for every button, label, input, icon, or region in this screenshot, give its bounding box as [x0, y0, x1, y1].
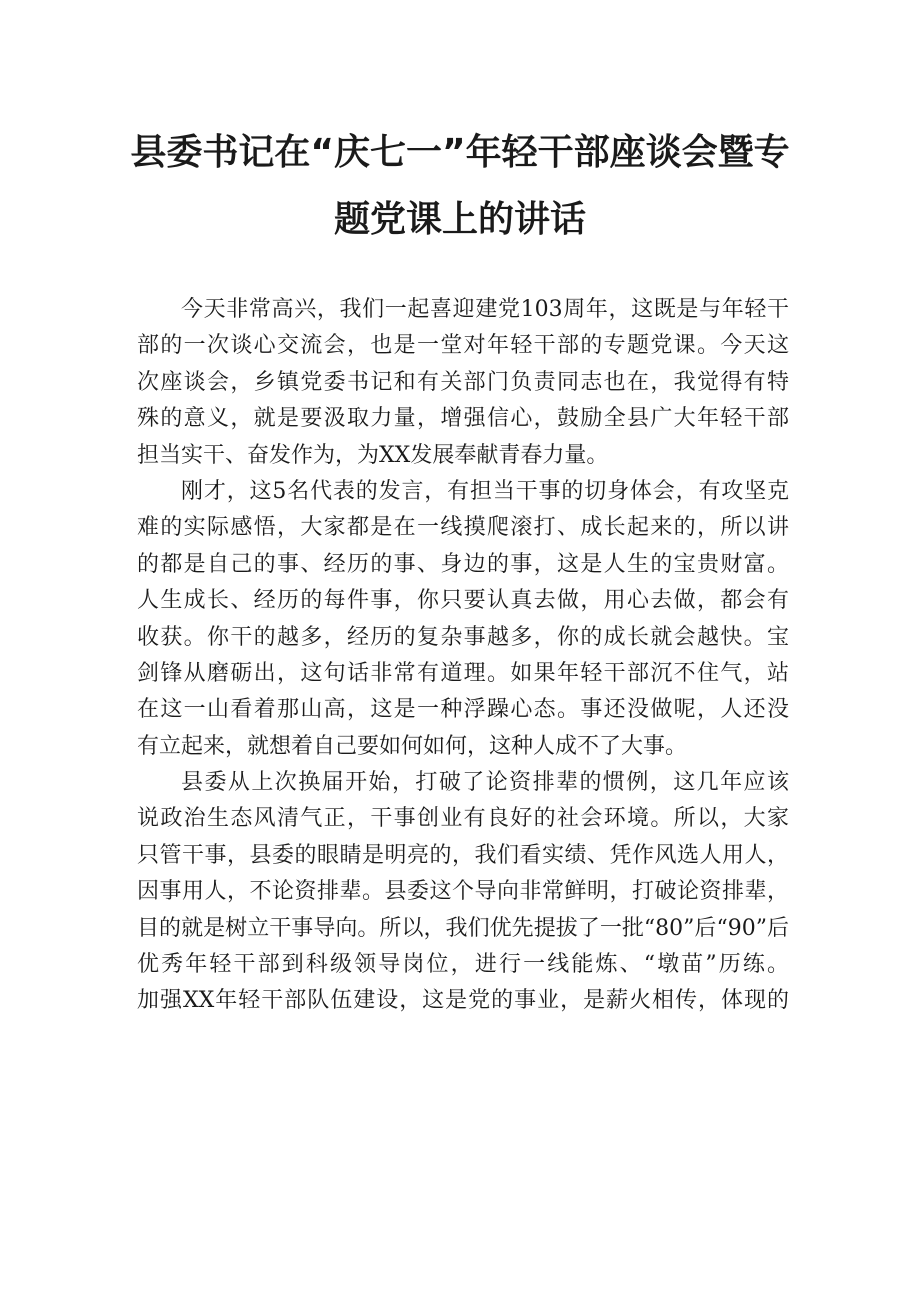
body-line: 只管干事，县委的眼睛是明亮的，我们看实绩、凭作风选人用人， [137, 842, 789, 868]
body-line: 刚才，这5名代表的发言，有担当干事的切身体会，有攻坚克 [181, 478, 789, 504]
document-body [137, 292, 789, 1020]
body-line: 今天非常高兴，我们一起喜迎建党103周年，这既是与年轻干 [181, 297, 789, 322]
body-line: 次座谈会，乡镇党委书记和有关部门负责同志也在，我觉得有特 [137, 369, 789, 395]
document-title-line-1: 县委书记在“庆七一”年轻干部座谈会暨专 [130, 132, 790, 173]
body-line: 在这一山看着那山高，这是一种浮躁心态。事还没做呢，人还没 [137, 697, 789, 723]
body-line: 说政治生态风清气正，干事创业有良好的社会环境。所以，大家 [137, 806, 789, 832]
body-line: 难的实际感悟，大家都是在一线摸爬滚打、成长起来的，所以讲 [137, 515, 789, 541]
body-line: 人生成长、经历的每件事，你只要认真去做，用心去做，都会有 [137, 588, 789, 614]
body-line: 收获。你干的越多，经历的复杂事越多，你的成长就会越快。宝 [137, 624, 789, 650]
body-line: 因事用人，不论资排辈。县委这个导向非常鲜明，打破论资排辈， [137, 879, 789, 905]
body-line: 优秀年轻干部到科级领导岗位，进行一线能炼、“墩苗”历练。 [137, 952, 789, 978]
body-line: 部的一次谈心交流会，也是一堂对年轻干部的专题党课。今天这 [137, 333, 789, 359]
body-line: 担当实干、奋发作为，为XX发展奉献青春力量。 [137, 442, 609, 468]
document-title-line-2: 题党课上的讲话 [333, 199, 586, 240]
body-line: 目的就是树立干事导向。所以，我们优先提拔了一批“80”后“90”后 [137, 915, 789, 941]
body-line: 剑锋从磨砺出，这句话非常有道理。如果年轻干部沉不住气，站 [137, 660, 789, 686]
body-line: 的都是自己的事、经历的事、身边的事，这是人生的宝贵财富。 [137, 551, 789, 577]
body-line: 有立起来，就想着自己要如何如何，这种人成不了大事。 [137, 733, 688, 759]
body-line: 殊的意义，就是要汲取力量，增强信心，鼓励全县广大年轻干部 [137, 406, 789, 432]
body-line: 县委从上次换届开始，打破了论资排辈的惯例，这几年应该 [181, 770, 789, 796]
body-line: 加强XX年轻干部队伍建设，这是党的事业，是薪火相传，体现的 [137, 988, 789, 1014]
